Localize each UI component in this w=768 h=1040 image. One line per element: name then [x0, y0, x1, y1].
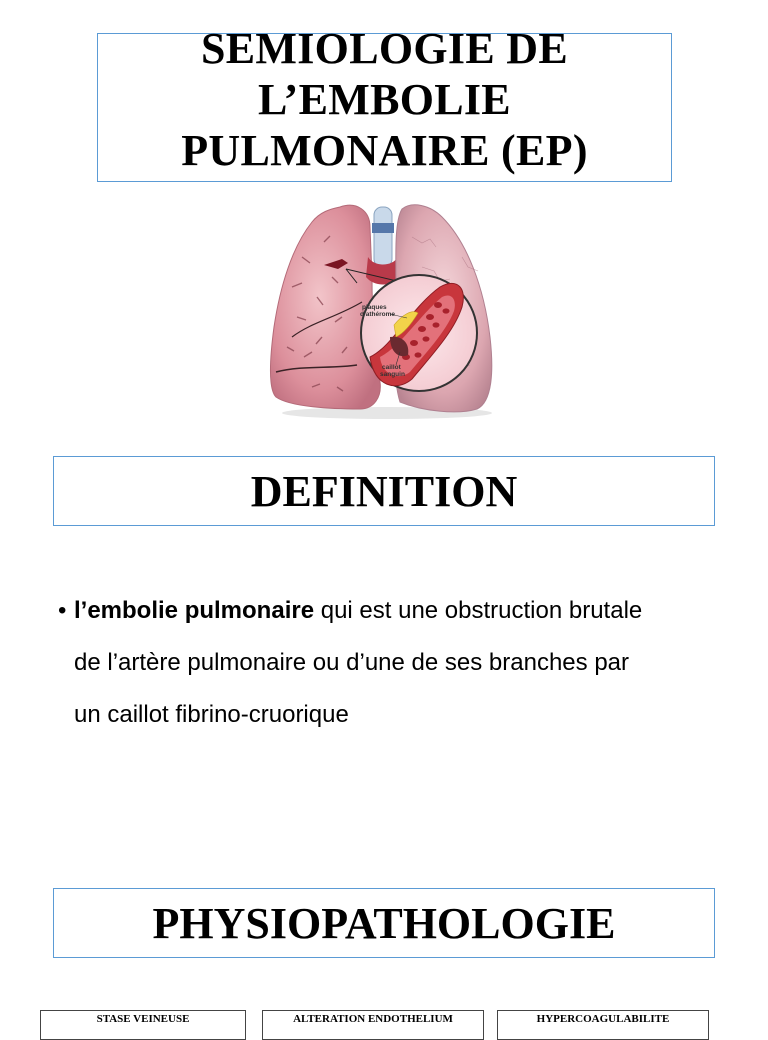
definition-text-line-2: de l’artère pulmonaire ou d’une de ses branches par: [74, 649, 630, 676]
title-line-1: SEMIOLOGIE DE: [201, 24, 568, 73]
alteration-endothelium-box: ALTERATION ENDOTHELIUM: [262, 1010, 484, 1040]
title-line-3: PULMONAIRE (EP): [181, 126, 588, 175]
hypercoagulabilite-box: HYPERCOAGULABILITE: [497, 1010, 709, 1040]
definition-heading-box: [53, 456, 715, 526]
label-atherome: d’athérome: [360, 311, 396, 318]
label-sanguin: sanguin: [380, 371, 405, 378]
title-line-2: L’EMBOLIE: [258, 75, 511, 124]
physiopathologie-heading: PHYSIOPATHOLOGIE: [152, 898, 616, 948]
stase-veineuse-box: STASE VEINEUSE: [40, 1010, 246, 1040]
definition-text-line-3: un caillot fibrino-cruorique: [74, 701, 349, 728]
cause-boxes-row: [0, 1010, 768, 1024]
definition-text-line-1: qui est une obstruction brutale: [314, 597, 643, 624]
lung-embolism-illustration: [262, 197, 508, 423]
label-plaques: plaques: [362, 304, 387, 311]
definition-bullet: [58, 585, 718, 741]
definition-heading: DEFINITION: [250, 466, 518, 516]
label-caillot: caillot: [382, 364, 401, 371]
physiopathologie-heading-box: [53, 888, 715, 958]
page-title: [181, 23, 588, 176]
title-box: [97, 24, 672, 182]
definition-bold-term: l’embolie pulmonaire: [74, 597, 315, 624]
bullet-symbol: •: [58, 597, 67, 624]
